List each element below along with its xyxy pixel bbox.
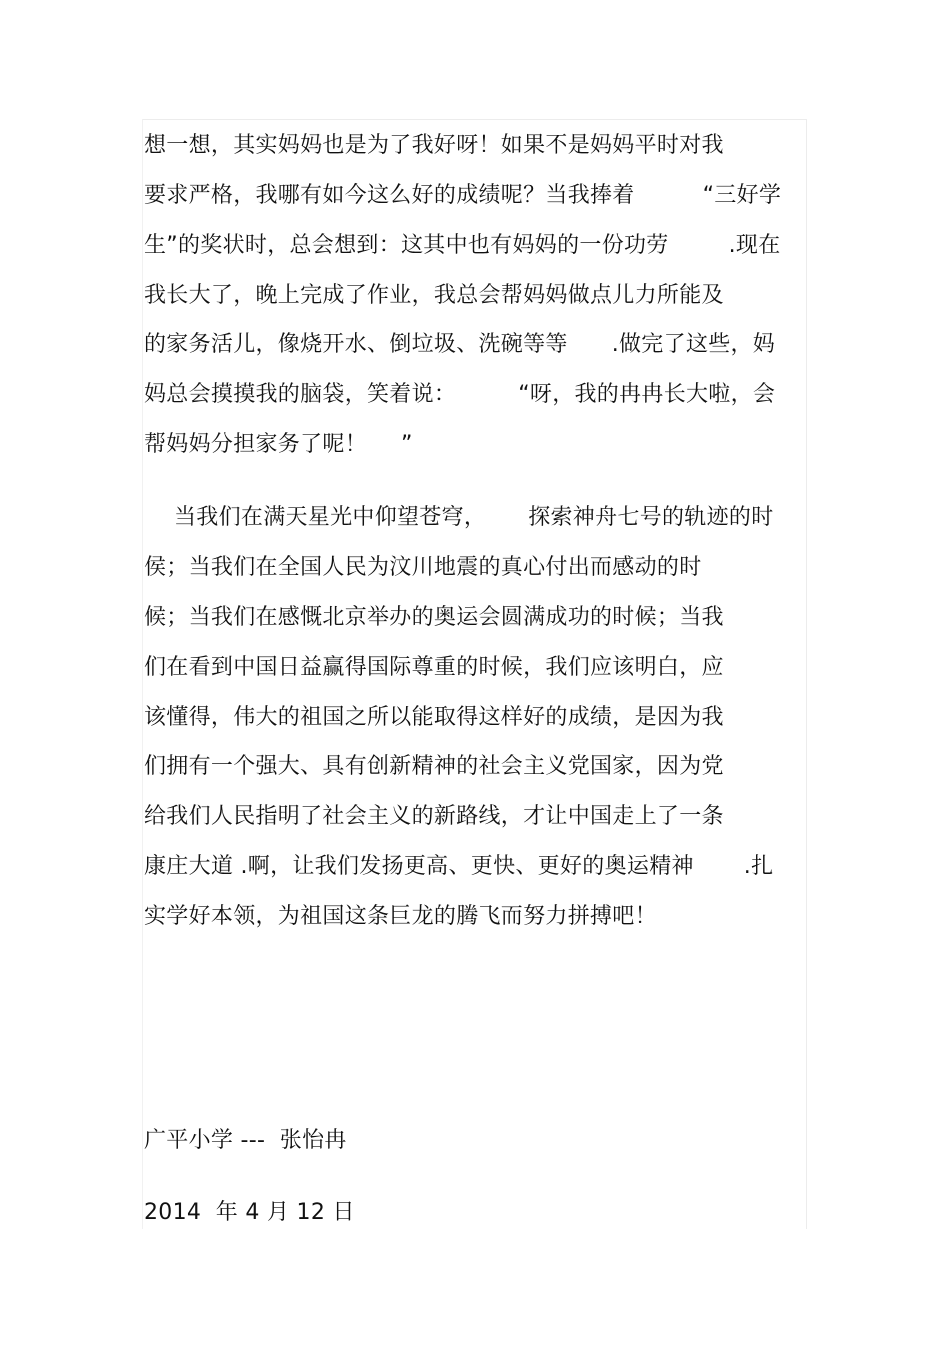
text-line: 当我们在满天星光中仰望苍穹， 探索神舟七号的轨迹的时 — [174, 505, 774, 530]
author-signature: 广平小学 --- 张怡冉 — [144, 1128, 347, 1153]
text-line: 的家务活儿，像烧开水、倒垃圾、洗碗等等 .做完了这些，妈 — [144, 332, 776, 357]
text-line: 生”的奖状时，总会想到：这其中也有妈妈的一份功劳 .现在 — [144, 233, 781, 258]
text-line: 们拥有一个强大、具有创新精神的社会主义党国家，因为党 — [144, 754, 724, 779]
text-line: 给我们人民指明了社会主义的新路线，才让中国走上了一条 — [144, 804, 724, 829]
text-line: 要求严格，我哪有如今这么好的成绩呢？当我捧着 “三好学 — [144, 183, 782, 208]
text-line: 想一想，其实妈妈也是为了我好呀！如果不是妈妈平时对我 — [144, 133, 724, 158]
text-line: 们在看到中国日益赢得国际尊重的时候，我们应该明白，应 — [144, 655, 724, 680]
text-line: 帮妈妈分担家务了呢！ ” — [144, 432, 413, 457]
text-line: 候；当我们在感慨北京举办的奥运会圆满成功的时候；当我 — [144, 605, 724, 630]
date-line: 2014 年 4 月 12 日 — [144, 1200, 355, 1225]
text-line: 该懂得，伟大的祖国之所以能取得这样好的成绩，是因为我 — [144, 705, 724, 730]
text-line: 侯；当我们在全国人民为汶川地震的真心付出而感动的时 — [144, 555, 702, 580]
text-line: 妈总会摸摸我的脑袋，笑着说： “呀，我的冉冉长大啦，会 — [144, 382, 776, 407]
text-line: 我长大了，晚上完成了作业，我总会帮妈妈做点儿力所能及 — [144, 283, 724, 308]
text-line: 康庄大道 .啊，让我们发扬更高、更快、更好的奥运精神 .扎 — [144, 854, 774, 879]
text-line: 实学好本领，为祖国这条巨龙的腾飞而努力拼搏吧！ — [144, 904, 657, 929]
